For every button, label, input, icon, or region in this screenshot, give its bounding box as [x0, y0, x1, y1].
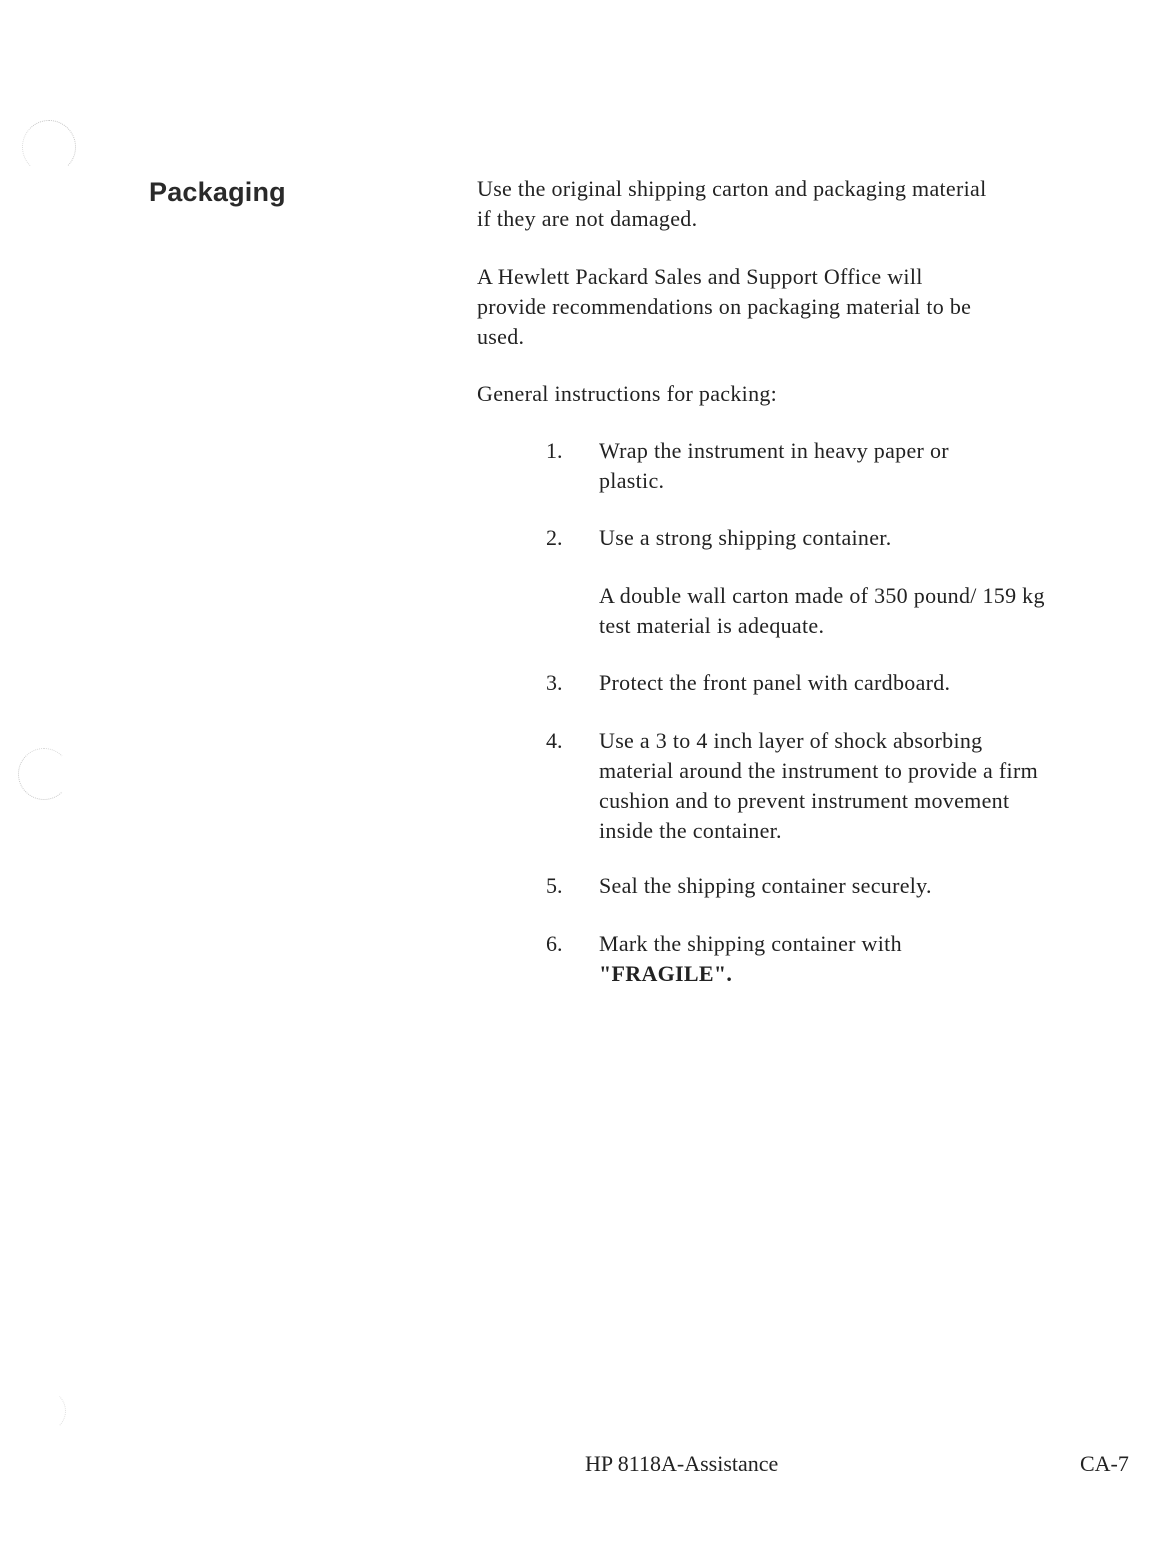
step-text: Seal the shipping container securely. — [599, 873, 932, 898]
section-title: Packaging — [149, 177, 286, 207]
intro-paragraph: Use the original shipping carton and packaging material if they are not damaged. — [477, 176, 987, 231]
step-note: A double wall carton made of 350 pound/ 159 kg test material is adequate. — [599, 583, 1045, 638]
binder-hole-mark — [18, 748, 70, 800]
step-number: 3. — [546, 670, 563, 695]
step-text: Protect the front panel with cardboard. — [599, 670, 951, 695]
step-number: 2. — [546, 525, 563, 550]
fragile-label: "FRAGILE". — [599, 961, 733, 986]
step-text: Use a 3 to 4 inch layer of shock absorbing material around the instrument to provide a firm cushion and to prevent instrument movement inside the container. — [599, 728, 1038, 843]
step-text: Use a strong shipping container. — [599, 525, 892, 550]
instructions-heading: General instructions for packing: — [477, 381, 778, 406]
footer-title: HP 8118A-Assistance — [585, 1451, 779, 1476]
step-text: Wrap the instrument in heavy paper or plastic. — [599, 438, 949, 493]
step-number: 5. — [546, 873, 563, 898]
page-number: CA-7 — [1080, 1451, 1129, 1476]
step-number: 6. — [546, 931, 563, 956]
binder-hole-mark — [22, 120, 76, 174]
intro-paragraph: A Hewlett Packard Sales and Support Office will provide recommendations on packaging material to be used. — [477, 264, 972, 349]
step-number: 4. — [546, 728, 563, 753]
binder-hole-mark — [24, 1390, 66, 1432]
step-text: Mark the shipping container with — [599, 931, 902, 956]
step-number: 1. — [546, 438, 563, 463]
